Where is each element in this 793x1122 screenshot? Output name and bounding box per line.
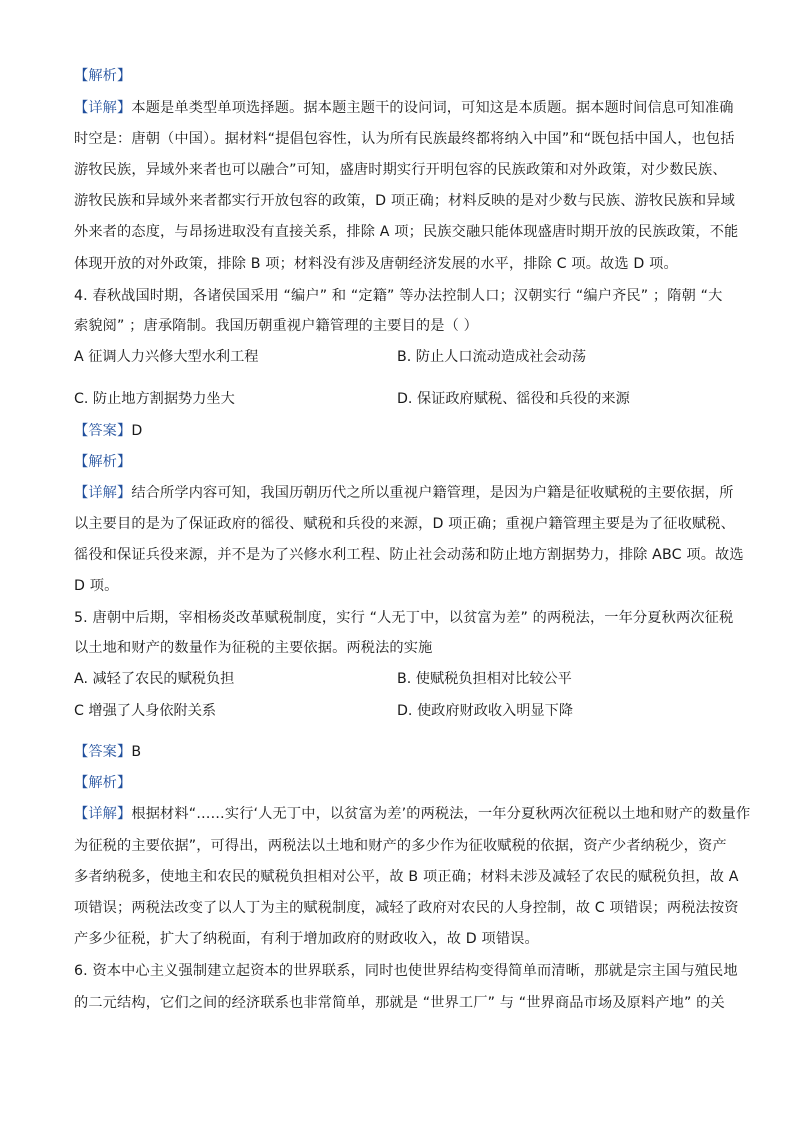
q4-option-d: D. 保证政府赋税、徭役和兵役的来源	[397, 391, 630, 407]
q5-detail-line: 【详解】根据材料“……实行‘人无丁中，以贫富为差’的两税法，一年分夏秋两次征税以土地和财产的数量作	[74, 806, 751, 822]
q4-detail-line: 徭役和保证兵役来源，并不是为了兴修水利工程、防止社会动荡和防止地方割据势力，排除 ABC 项。故选	[74, 547, 744, 563]
q4-detail-line: 以主要目的是为了保证政府的徭役、赋税和兵役的来源，D 项正确；重视户籍管理主要是为了征收赋税、	[74, 516, 735, 532]
q5-detail-line: 产多少征税，扩大了纳税面，有利于增加政府的财政收入，故 D 项错误。	[74, 931, 539, 947]
question-5-stem: 5. 唐朝中后期，宰相杨炎改革赋税制度，实行 “人无丁中，以贫富为差” 的两税法，一年分夏秋两次征税	[74, 610, 734, 626]
detail-line: 游牧民族和异域外来者都实行开放包容的政策，D 项正确；材料反映的是对少数与民族、游牧民族和异域	[74, 193, 735, 209]
question-6-stem: 的二元结构，它们之间的经济联系也非常简单，那就是 “世界工厂” 与 “世界商品市场及原料产地” 的关	[74, 995, 725, 1011]
detail-line: 游牧民族，异域外来者也可以融合”可知，盛唐时期实行开明包容的民族政策和对外政策，对少数民族、	[74, 162, 727, 178]
question-4-stem: 索貌阅” ；唐承隋制。我国历朝重视户籍管理的主要目的是（ ）	[74, 318, 478, 334]
question-5-stem: 以土地和财产的数量作为征税的主要依据。两税法的实施	[74, 640, 433, 656]
q5-answer: 【答案】B	[74, 744, 142, 760]
detail-line: 时空是：唐朝（中国）。据材料“提倡包容性，认为所有民族最终都将纳入中国”和“既包括中国人，也包括	[74, 131, 735, 147]
q5-option-b: B. 使赋税负担相对比较公平	[397, 671, 572, 687]
q5-option-c: C 增强了人身依附关系	[74, 703, 217, 719]
q5-option-a: A. 减轻了农民的赋税负担	[74, 671, 235, 687]
q4-detail-line: D 项。	[74, 578, 119, 594]
q5-analysis-heading: 【解析】	[74, 775, 132, 791]
detail-line: 体现开放的对外政策，排除 B 项；材料没有涉及唐朝经济发展的水平，排除 C 项。故选 D 项。	[74, 256, 678, 272]
q4-option-c: C. 防止地方割据势力坐大	[74, 391, 235, 407]
q4-option-b: B. 防止人口流动造成社会动荡	[397, 349, 587, 365]
q5-detail-line: 多者纳税多，使地主和农民的赋税负担相对公平，故 B 项正确；材料未涉及减轻了农民的赋税负担，故 A	[74, 869, 739, 885]
q4-answer: 【答案】D	[74, 423, 143, 439]
detail-line: 外来者的态度，与昂扬进取没有直接关系，排除 A 项；民族交融只能体现盛唐时期开放的民族政策，不能	[74, 224, 739, 240]
analysis-heading: 【解析】	[74, 68, 132, 84]
q5-detail-line: 为征税的主要依据”，可得出，两税法以土地和财产的多少作为征收赋税的依据，资产少者纳税少，资产	[74, 838, 727, 854]
q5-option-d: D. 使政府财政收入明显下降	[397, 703, 574, 719]
detail-line: 【详解】本题是单类型单项选择题。据本题主题干的设问词，可知这是本质题。据本题时间信息可知准确	[74, 100, 734, 116]
q4-analysis-heading: 【解析】	[74, 454, 132, 470]
q4-detail-line: 【详解】结合所学内容可知，我国历朝历代之所以重视户籍管理，是因为户籍是征收赋税的主要依据，所	[74, 485, 734, 501]
q4-option-a: A 征调人力兴修大型水利工程	[74, 349, 259, 365]
question-4-stem: 4. 春秋战国时期，各诸侯国采用 “编户” 和 “定籍” 等办法控制人口；汉朝实行 “编户齐民” ；隋朝 “大	[74, 288, 723, 304]
question-6-stem: 6. 资本中心主义强制建立起资本的世界联系，同时也使世界结构变得简单而清晰，那就是宗主国与殖民地	[74, 963, 738, 979]
q5-detail-line: 项错误；两税法改变了以人丁为主的赋税制度，减轻了政府对农民的人身控制，故 C 项错误；两税法按资	[74, 900, 739, 916]
